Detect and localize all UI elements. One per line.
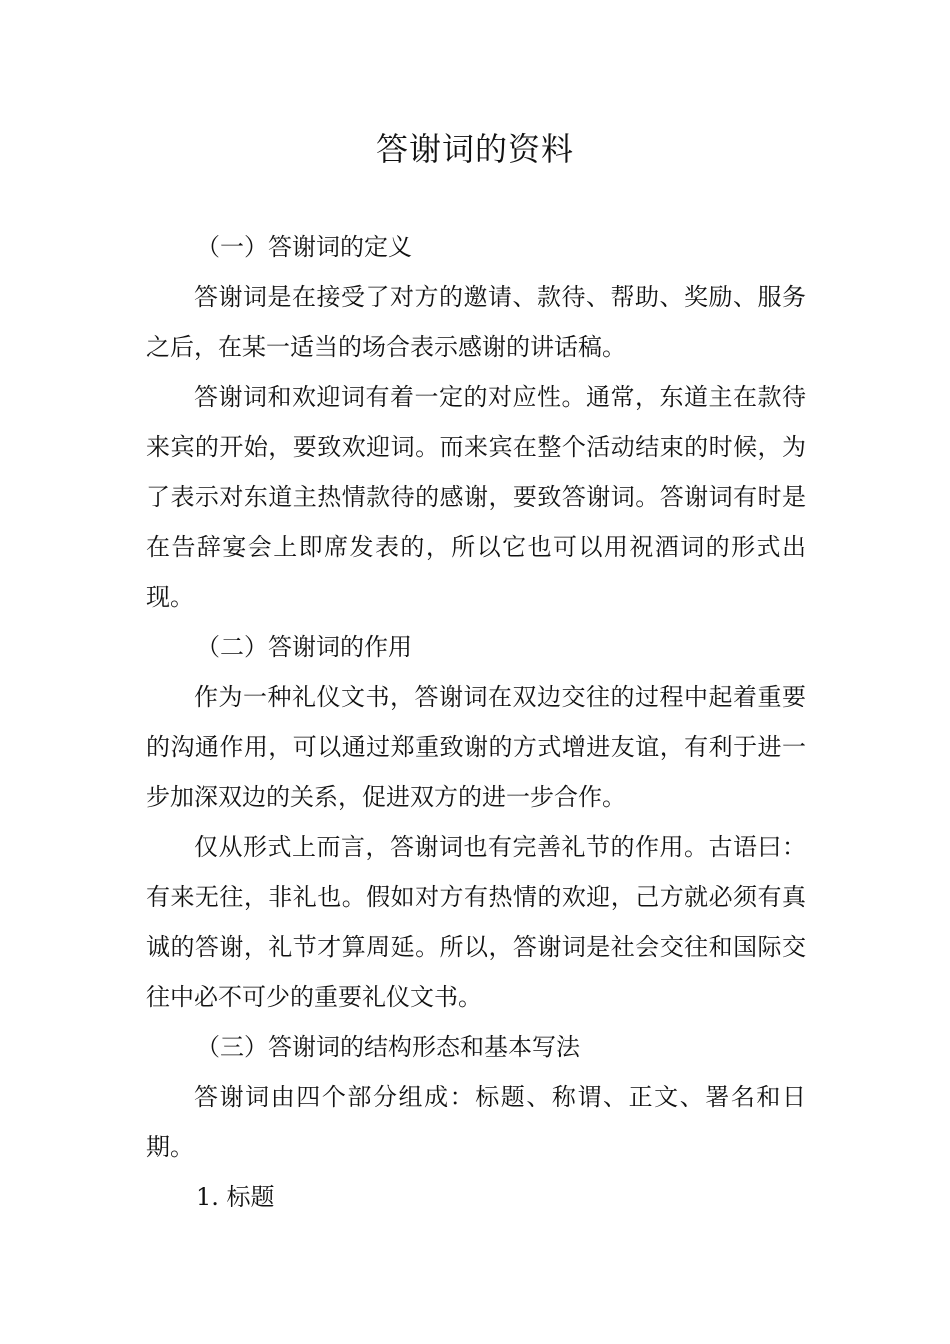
paragraph-etiquette: 仅从形式上而言，答谢词也有完善礼节的作用。古语曰：有来无往，非礼也。假如对方有热情的欢迎，己方就必须有真诚的答谢，礼节才算周延。所以，答谢词是社会交往和国际交往中必不可少的重要礼仪文书。 — [146, 833, 806, 1011]
section-heading-function: （二）答谢词的作用 — [196, 633, 412, 661]
paragraph-correspondence: 答谢词和欢迎词有着一定的对应性。通常，东道主在款待来宾的开始，要致欢迎词。而来宾在整个活动结束的时候，为了表示对东道主热情款待的感谢，要致答谢词。答谢词有时是在告辞宴会上即席发表的，所以它也可以用祝酒词的形式出现。 — [146, 383, 806, 611]
paragraph-definition: 答谢词是在接受了对方的邀请、款待、帮助、奖励、服务之后，在某一适当的场合表示感谢的讲话稿。 — [146, 283, 806, 361]
section-heading-definition: （一）答谢词的定义 — [196, 233, 412, 261]
document-title: 答谢词的资料 — [375, 130, 574, 168]
paragraph-structure: 答谢词由四个部分组成：标题、称谓、正文、署名和日期。 — [146, 1083, 806, 1161]
section-heading-structure: （三）答谢词的结构形态和基本写法 — [196, 1033, 580, 1061]
document-body — [146, 222, 806, 1222]
paragraph-function: 作为一种礼仪文书，答谢词在双边交往的过程中起着重要的沟通作用，可以通过郑重致谢的方式增进友谊，有利于进一步加深双边的关系，促进双方的进一步合作。 — [146, 683, 806, 811]
subsection-heading-title: 1. 标题 — [196, 1183, 275, 1211]
